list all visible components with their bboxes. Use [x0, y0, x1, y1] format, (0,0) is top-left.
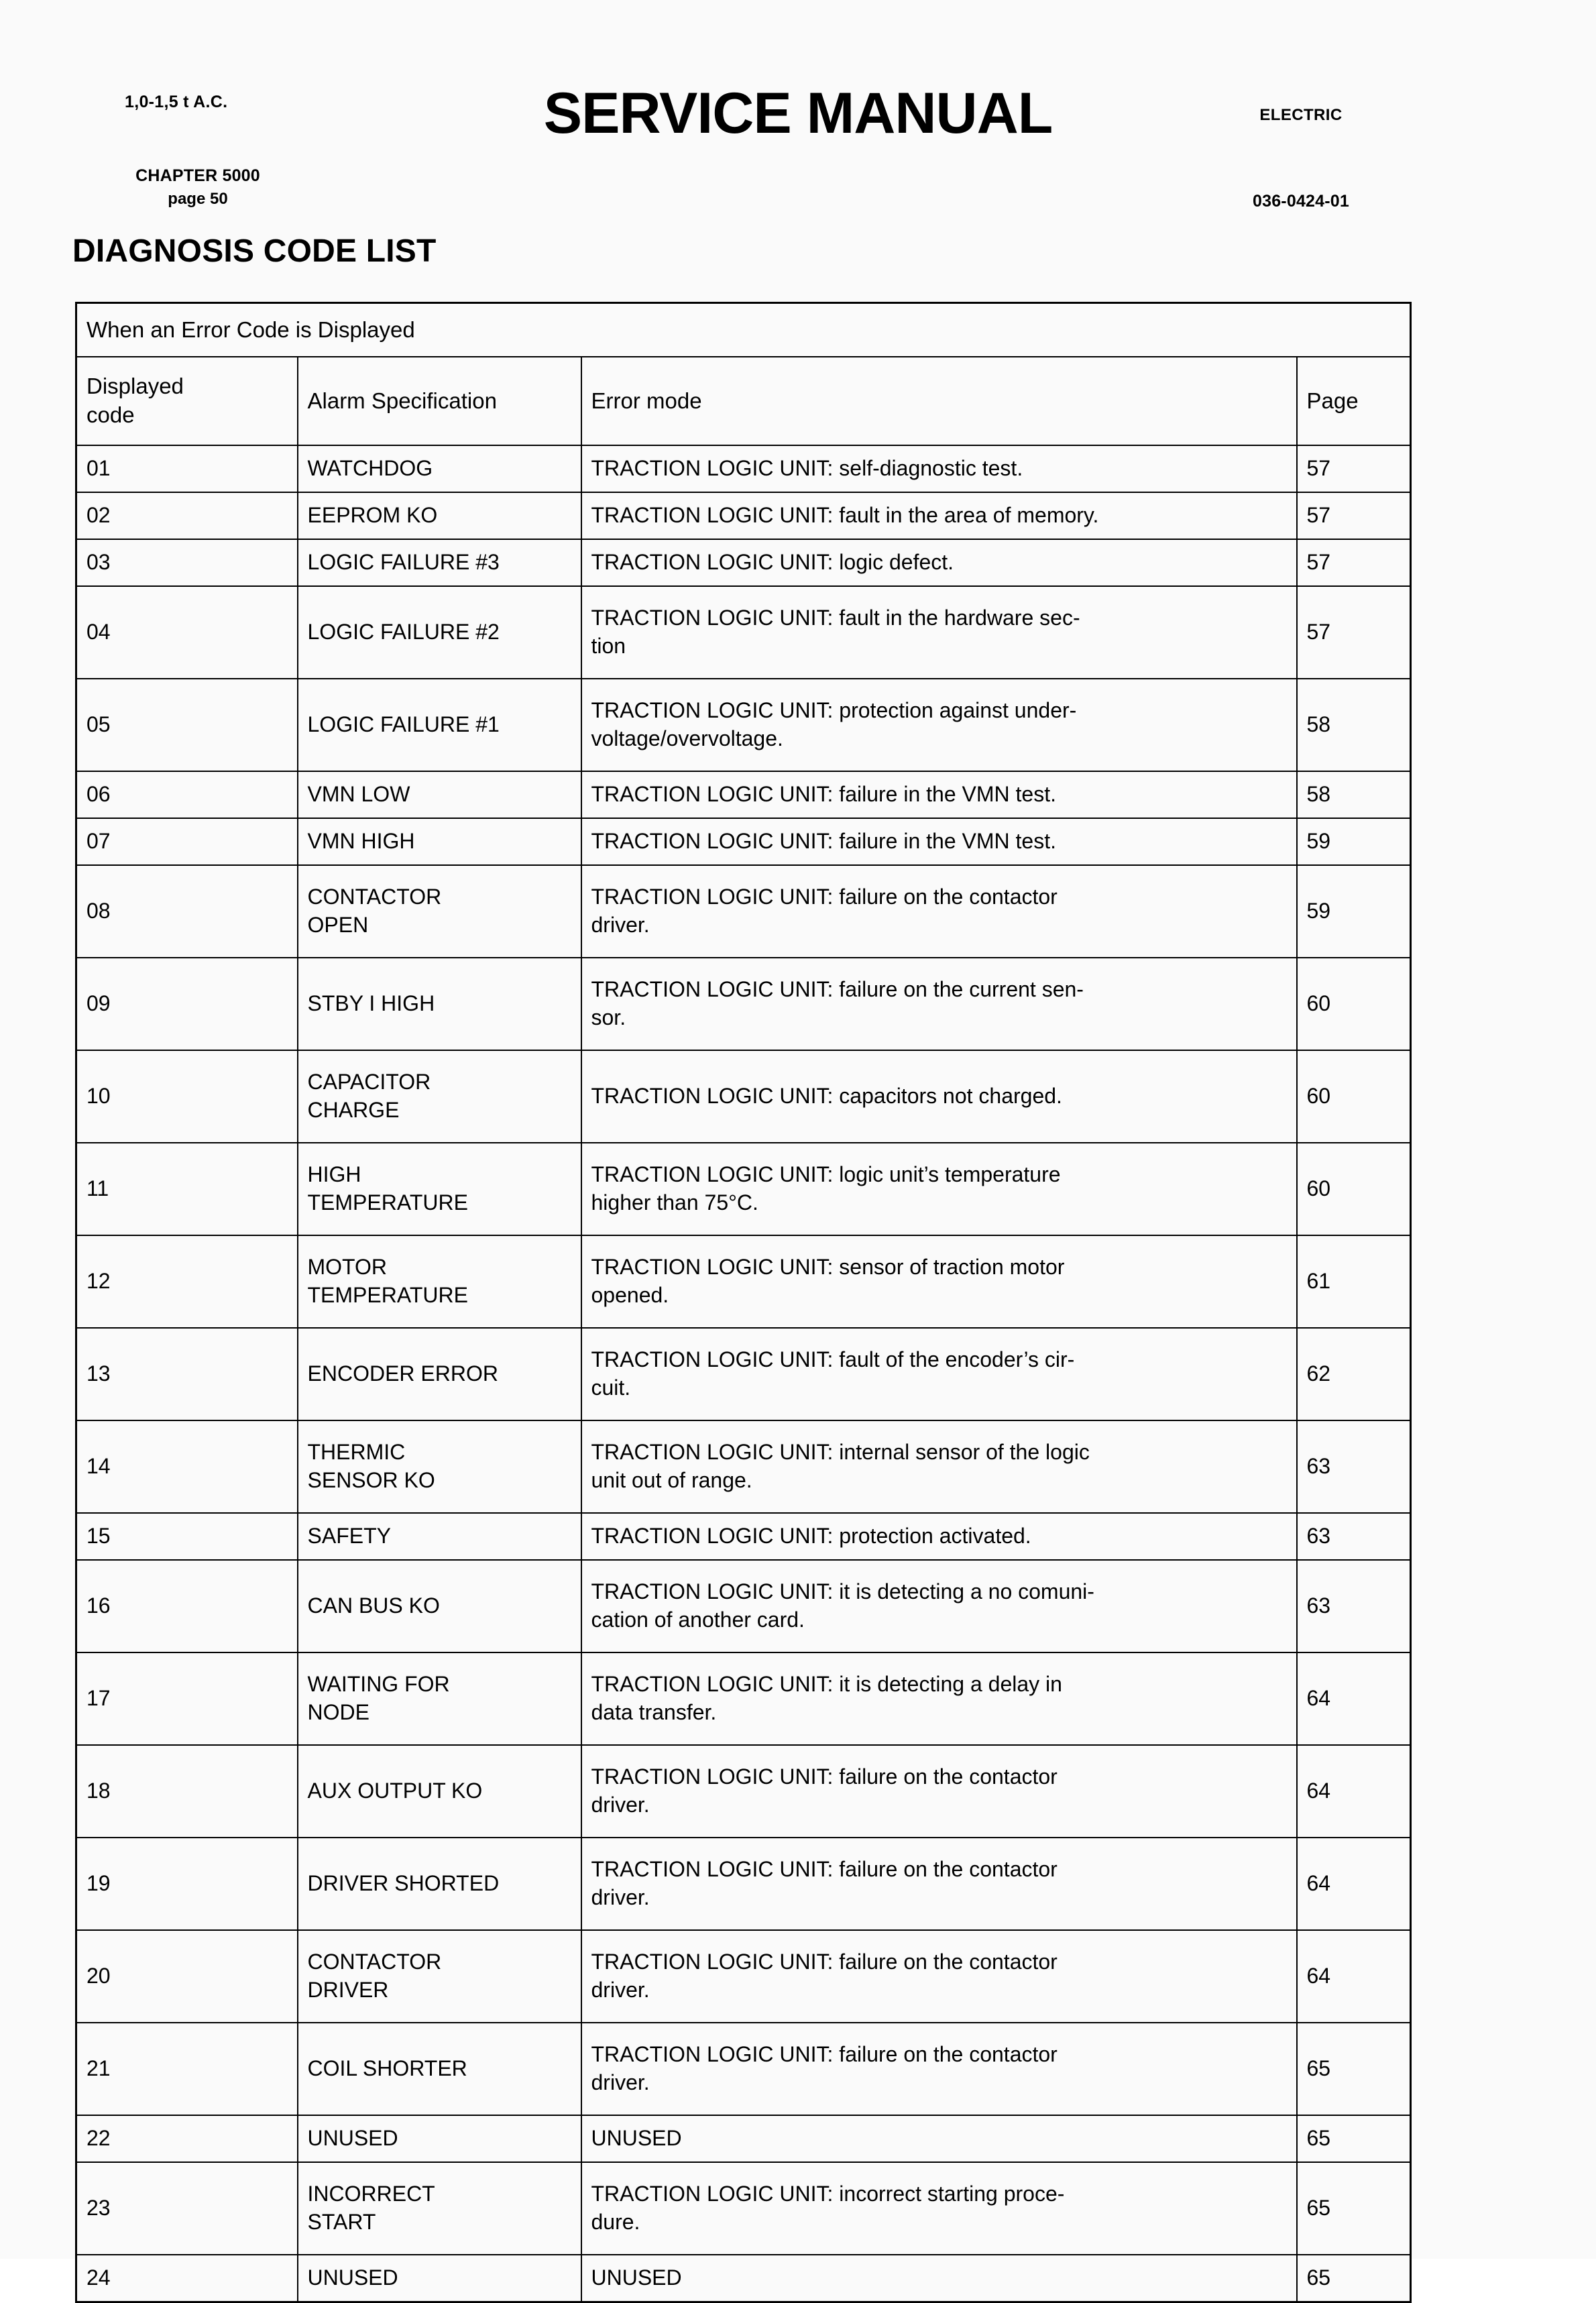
cell-error-mode — [581, 1838, 1297, 1930]
alarm-line-1: CONTACTOR — [307, 885, 442, 909]
cell-alarm-specification — [298, 2115, 581, 2162]
cell-displayed-code: 05 — [76, 679, 298, 771]
error-mode-line-1: TRACTION LOGIC UNIT: failure in the VMN test. — [591, 782, 1056, 807]
cell-page: 60 — [1297, 1143, 1411, 1235]
alarm-line-2: TEMPERATURE — [307, 1283, 468, 1307]
table-row — [76, 1930, 1411, 2023]
cell-alarm-specification — [298, 1420, 581, 1513]
table-row — [76, 1652, 1411, 1745]
cell-alarm-specification — [298, 771, 581, 818]
cell-alarm-specification — [298, 1838, 581, 1930]
alarm-line-1: SAFETY — [307, 1524, 391, 1549]
cell-page: 65 — [1297, 2162, 1411, 2255]
alarm-line-1: STBY I HIGH — [307, 991, 435, 1016]
cell-page: 57 — [1297, 492, 1411, 539]
section-title: DIAGNOSIS CODE LIST — [72, 233, 437, 269]
cell-page: 63 — [1297, 1420, 1411, 1513]
alarm-line-1: DRIVER SHORTED — [307, 1871, 500, 1896]
error-mode-line-1: UNUSED — [591, 2265, 682, 2290]
cell-page: 63 — [1297, 1560, 1411, 1652]
cell-displayed-code: 17 — [76, 1652, 298, 1745]
cell-page: 64 — [1297, 1745, 1411, 1838]
cell-page: 64 — [1297, 1838, 1411, 1930]
alarm-line-1: CAPACITOR — [307, 1070, 431, 1094]
alarm-line-1: COIL SHORTER — [307, 2056, 467, 2081]
cell-displayed-code: 19 — [76, 1838, 298, 1930]
error-mode-line-1: TRACTION LOGIC UNIT: sensor of traction motor — [591, 1255, 1065, 1280]
table-row — [76, 865, 1411, 958]
error-mode-line-1: TRACTION LOGIC UNIT: incorrect starting proce- — [591, 2182, 1065, 2206]
cell-error-mode — [581, 2115, 1297, 2162]
error-mode-line-2: higher than 75°C. — [591, 1190, 758, 1215]
cell-error-mode — [581, 818, 1297, 865]
cell-displayed-code: 12 — [76, 1235, 298, 1328]
table-row — [76, 1050, 1411, 1143]
column-header-error-mode: Error mode — [581, 357, 1297, 445]
error-mode-line-2: cation of another card. — [591, 1608, 805, 1632]
error-mode-line-1: TRACTION LOGIC UNIT: failure on the contactor — [591, 1764, 1058, 1789]
error-mode-line-1: TRACTION LOGIC UNIT: logic defect. — [591, 550, 954, 575]
table-row — [76, 1328, 1411, 1420]
error-mode-line-2: unit out of range. — [591, 1468, 752, 1492]
cell-error-mode — [581, 1513, 1297, 1560]
table-row — [76, 445, 1411, 492]
alarm-line-2: CHARGE — [307, 1098, 400, 1122]
table-row — [76, 586, 1411, 679]
column-header-page: Page — [1297, 357, 1411, 445]
cell-page: 61 — [1297, 1235, 1411, 1328]
cell-alarm-specification — [298, 492, 581, 539]
cell-alarm-specification — [298, 1328, 581, 1420]
cell-page: 59 — [1297, 818, 1411, 865]
table-row — [76, 1143, 1411, 1235]
cell-alarm-specification — [298, 679, 581, 771]
cell-displayed-code: 03 — [76, 539, 298, 586]
cell-displayed-code: 23 — [76, 2162, 298, 2255]
table-row — [76, 818, 1411, 865]
cell-displayed-code: 11 — [76, 1143, 298, 1235]
alarm-line-1: WAITING FOR — [307, 1672, 450, 1697]
cell-displayed-code: 02 — [76, 492, 298, 539]
error-mode-line-1: TRACTION LOGIC UNIT: it is detecting a no comuni- — [591, 1579, 1094, 1604]
error-mode-line-1: TRACTION LOGIC UNIT: internal sensor of the logic — [591, 1440, 1090, 1465]
cell-error-mode — [581, 1420, 1297, 1513]
error-mode-line-2: driver. — [591, 1885, 650, 1909]
error-mode-line-2: sor. — [591, 1005, 626, 1029]
document-code-label: 036-0424-01 — [1253, 192, 1349, 211]
cell-page: 60 — [1297, 958, 1411, 1050]
error-mode-line-2: dure. — [591, 2210, 640, 2234]
cell-displayed-code: 01 — [76, 445, 298, 492]
alarm-line-1: VMN HIGH — [307, 829, 415, 854]
cell-alarm-specification — [298, 2162, 581, 2255]
error-mode-line-1: TRACTION LOGIC UNIT: logic unit’s temperature — [591, 1162, 1061, 1187]
table-banner-row — [76, 303, 1411, 357]
cell-error-mode — [581, 1328, 1297, 1420]
error-mode-line-1: TRACTION LOGIC UNIT: failure in the VMN test. — [591, 829, 1056, 854]
alarm-line-2: OPEN — [307, 913, 369, 937]
alarm-line-1: UNUSED — [307, 2126, 398, 2151]
cell-displayed-code: 14 — [76, 1420, 298, 1513]
cell-alarm-specification — [298, 2023, 581, 2115]
page-header — [0, 80, 1596, 215]
alarm-line-2: DRIVER — [307, 1978, 389, 2002]
error-mode-line-1: TRACTION LOGIC UNIT: protection against under- — [591, 698, 1077, 723]
table-row — [76, 679, 1411, 771]
error-mode-line-1: TRACTION LOGIC UNIT: failure on the contactor — [591, 2042, 1058, 2067]
cell-alarm-specification — [298, 1143, 581, 1235]
cell-displayed-code: 21 — [76, 2023, 298, 2115]
cell-error-mode — [581, 1235, 1297, 1328]
cell-error-mode — [581, 2162, 1297, 2255]
cell-page: 65 — [1297, 2255, 1411, 2302]
table-row — [76, 1420, 1411, 1513]
column-header-code-line2: code — [87, 402, 135, 427]
alarm-line-1: VMN LOW — [307, 782, 410, 807]
error-mode-line-1: TRACTION LOGIC UNIT: self-diagnostic test. — [591, 456, 1023, 481]
cell-error-mode — [581, 586, 1297, 679]
diagnosis-code-table-wrapper — [75, 302, 1410, 2303]
cell-error-mode — [581, 2255, 1297, 2302]
manual-title: SERVICE MANUAL — [543, 81, 1053, 146]
cell-error-mode — [581, 492, 1297, 539]
table-banner-cell: When an Error Code is Displayed — [76, 303, 1411, 357]
table-row — [76, 771, 1411, 818]
alarm-line-2: START — [307, 2210, 376, 2234]
diagnosis-code-table — [75, 302, 1412, 2303]
alarm-line-1: INCORRECT — [307, 2182, 435, 2206]
cell-error-mode — [581, 771, 1297, 818]
cell-displayed-code: 16 — [76, 1560, 298, 1652]
cell-displayed-code: 08 — [76, 865, 298, 958]
column-header-displayed-code — [76, 357, 298, 445]
cell-page: 58 — [1297, 771, 1411, 818]
cell-alarm-specification — [298, 1930, 581, 2023]
alarm-line-1: WATCHDOG — [307, 456, 433, 481]
cell-alarm-specification — [298, 1050, 581, 1143]
cell-alarm-specification — [298, 445, 581, 492]
error-mode-line-1: TRACTION LOGIC UNIT: failure on the contactor — [591, 1857, 1058, 1882]
error-mode-line-2: driver. — [591, 1978, 650, 2002]
machine-type-label: ELECTRIC — [1259, 106, 1343, 124]
cell-alarm-specification — [298, 2255, 581, 2302]
column-header-code-line1: Displayed — [87, 374, 184, 399]
cell-page: 64 — [1297, 1930, 1411, 2023]
cell-displayed-code: 07 — [76, 818, 298, 865]
table-row — [76, 2162, 1411, 2255]
alarm-line-1: ENCODER ERROR — [307, 1361, 498, 1386]
machine-model-label: 1,0-1,5 t A.C. — [125, 93, 228, 111]
cell-error-mode — [581, 1652, 1297, 1745]
chapter-label: CHAPTER 5000 — [135, 166, 260, 185]
cell-alarm-specification — [298, 958, 581, 1050]
cell-alarm-specification — [298, 1745, 581, 1838]
table-row — [76, 958, 1411, 1050]
cell-page: 60 — [1297, 1050, 1411, 1143]
cell-page: 57 — [1297, 445, 1411, 492]
cell-page: 59 — [1297, 865, 1411, 958]
table-row — [76, 1235, 1411, 1328]
table-body — [76, 303, 1411, 2302]
alarm-line-1: EEPROM KO — [307, 503, 438, 528]
error-mode-line-2: voltage/overvoltage. — [591, 726, 783, 750]
error-mode-line-2: driver. — [591, 913, 650, 937]
cell-displayed-code: 06 — [76, 771, 298, 818]
table-row — [76, 1560, 1411, 1652]
table-row — [76, 539, 1411, 586]
cell-displayed-code: 13 — [76, 1328, 298, 1420]
error-mode-line-2: driver. — [591, 1793, 650, 1817]
table-header-row — [76, 357, 1411, 445]
error-mode-line-1: TRACTION LOGIC UNIT: capacitors not charged. — [591, 1084, 1062, 1109]
cell-alarm-specification — [298, 1235, 581, 1328]
header-chapter-block — [101, 166, 295, 209]
alarm-line-1: CONTACTOR — [307, 1950, 442, 1974]
cell-displayed-code: 04 — [76, 586, 298, 679]
error-mode-line-1: TRACTION LOGIC UNIT: failure on the current sen- — [591, 977, 1084, 1002]
cell-error-mode — [581, 1930, 1297, 2023]
alarm-line-1: UNUSED — [307, 2265, 398, 2290]
cell-displayed-code: 18 — [76, 1745, 298, 1838]
cell-displayed-code: 10 — [76, 1050, 298, 1143]
cell-error-mode — [581, 1050, 1297, 1143]
error-mode-line-1: UNUSED — [591, 2126, 682, 2151]
alarm-line-1: AUX OUTPUT KO — [307, 1779, 483, 1803]
error-mode-line-1: TRACTION LOGIC UNIT: failure on the contactor — [591, 885, 1058, 909]
error-mode-line-1: TRACTION LOGIC UNIT: fault in the area of memory. — [591, 503, 1099, 528]
cell-alarm-specification — [298, 539, 581, 586]
cell-page: 58 — [1297, 679, 1411, 771]
cell-error-mode — [581, 1745, 1297, 1838]
error-mode-line-1: TRACTION LOGIC UNIT: fault in the hardware sec- — [591, 606, 1080, 630]
cell-error-mode — [581, 1560, 1297, 1652]
alarm-line-1: CAN BUS KO — [307, 1593, 440, 1618]
table-row — [76, 2255, 1411, 2302]
alarm-line-2: SENSOR KO — [307, 1468, 435, 1492]
error-mode-line-1: TRACTION LOGIC UNIT: it is detecting a delay in — [591, 1672, 1062, 1697]
cell-page: 57 — [1297, 586, 1411, 679]
alarm-line-1: THERMIC — [307, 1440, 406, 1465]
alarm-line-1: LOGIC FAILURE #3 — [307, 550, 500, 575]
cell-alarm-specification — [298, 1560, 581, 1652]
cell-page: 62 — [1297, 1328, 1411, 1420]
cell-displayed-code: 22 — [76, 2115, 298, 2162]
table-row — [76, 492, 1411, 539]
cell-displayed-code: 20 — [76, 1930, 298, 2023]
table-row — [76, 2023, 1411, 2115]
alarm-line-2: NODE — [307, 1700, 369, 1724]
cell-error-mode — [581, 539, 1297, 586]
error-mode-line-1: TRACTION LOGIC UNIT: failure on the contactor — [591, 1950, 1058, 1974]
cell-displayed-code: 09 — [76, 958, 298, 1050]
cell-alarm-specification — [298, 865, 581, 958]
table-row — [76, 1838, 1411, 1930]
cell-alarm-specification — [298, 1652, 581, 1745]
cell-displayed-code: 15 — [76, 1513, 298, 1560]
cell-error-mode — [581, 679, 1297, 771]
alarm-line-1: LOGIC FAILURE #2 — [307, 620, 500, 644]
alarm-line-1: HIGH — [307, 1162, 361, 1187]
error-mode-line-2: data transfer. — [591, 1700, 717, 1724]
cell-alarm-specification — [298, 586, 581, 679]
column-header-alarm-specification: Alarm Specification — [298, 357, 581, 445]
table-row — [76, 2115, 1411, 2162]
cell-displayed-code: 24 — [76, 2255, 298, 2302]
cell-error-mode — [581, 865, 1297, 958]
cell-page: 57 — [1297, 539, 1411, 586]
error-mode-line-2: cuit. — [591, 1375, 631, 1400]
cell-error-mode — [581, 958, 1297, 1050]
error-mode-line-1: TRACTION LOGIC UNIT: protection activated. — [591, 1524, 1031, 1549]
table-row — [76, 1513, 1411, 1560]
alarm-line-1: LOGIC FAILURE #1 — [307, 712, 500, 737]
cell-error-mode — [581, 1143, 1297, 1235]
alarm-line-2: TEMPERATURE — [307, 1190, 468, 1215]
cell-alarm-specification — [298, 818, 581, 865]
cell-page: 65 — [1297, 2023, 1411, 2115]
error-mode-line-1: TRACTION LOGIC UNIT: fault of the encoder’s cir- — [591, 1347, 1075, 1372]
error-mode-line-2: driver. — [591, 2070, 650, 2094]
error-mode-line-2: tion — [591, 634, 626, 658]
page-number-label: page 50 — [168, 190, 228, 208]
table-row — [76, 1745, 1411, 1838]
cell-page: 65 — [1297, 2115, 1411, 2162]
error-mode-line-2: opened. — [591, 1283, 669, 1307]
cell-error-mode — [581, 2023, 1297, 2115]
cell-page: 64 — [1297, 1652, 1411, 1745]
cell-alarm-specification — [298, 1513, 581, 1560]
alarm-line-1: MOTOR — [307, 1255, 388, 1280]
cell-error-mode — [581, 445, 1297, 492]
cell-page: 63 — [1297, 1513, 1411, 1560]
